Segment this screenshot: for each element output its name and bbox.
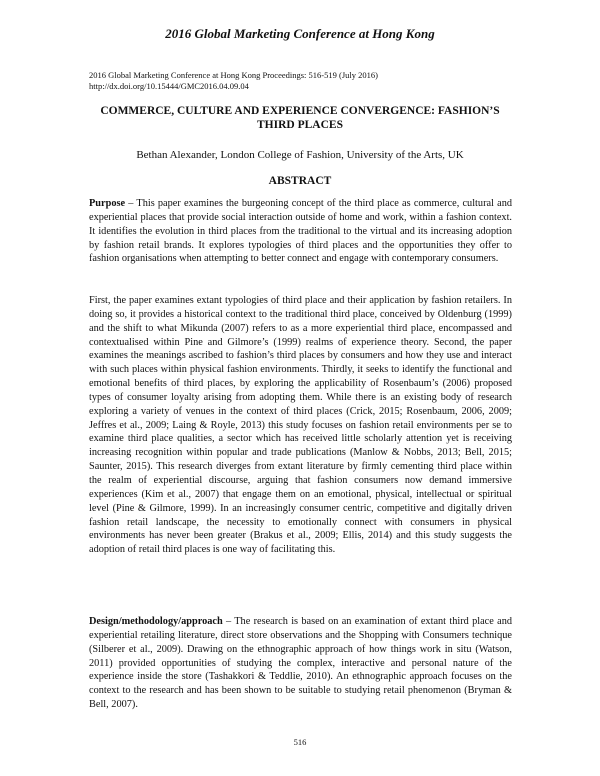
paper-title (80, 104, 520, 132)
paper-title-line-2: THIRD PLACES (257, 119, 343, 131)
author-affiliation: Bethan Alexander, London College of Fashion, University of the Arts, UK (136, 149, 464, 161)
proceedings-line: 2016 Global Marketing Conference at Hong Kong Proceedings: 516-519 (July 2016) (89, 70, 378, 80)
purpose-label: Purpose (89, 198, 126, 209)
paper-title-line-1: COMMERCE, CULTURE AND EXPERIENCE CONVERGENCE: FASHION’S (100, 105, 500, 117)
purpose-text: – This paper examines the burgeoning concept of the third place as commerce, cultural and experiential places that provide social interaction outside of home and work, within a fashion context. It identifies the evolution in third places from the traditional to the virtual and its increasing adoption by fashion retail brands. It explores typologies of third places and the opportunities they offer to fashion organisations when attempting to better connect and engage with contemporary consumers. (89, 198, 512, 265)
purpose-paragraph (89, 197, 512, 266)
conference-header: 2016 Global Marketing Conference at Hong Kong (165, 26, 435, 41)
design-label: Design/methodology/approach (89, 616, 223, 627)
abstract-heading: ABSTRACT (268, 175, 332, 187)
body-paragraph: First, the paper examines extant typologies of third place and their application by fashion retailers. In doing so, it provides a historical context to the traditional third place, conceived by Oldenburg (1999) and the shift to what Mikunda (2007) refers to as a more experiential third place, encompassed and contextualised within Pine and Gilmore’s (1999) realms of experience theory. Second, the paper examines the meanings ascribed to fashion’s third places by consumers and how they use and interact with such places within physical fashion environments. Thirdly, it seeks to identify the functional and emotional benefits of third places, by exploring the applicability of Rosenbaum’s (2006) proposed types of consumer loyalty arising from adopting them. While there is an existing body of research exploring a variety of venues in the context of third places (Crick, 2015; Rosenbaum, 2006, 2009; Jeffres et al., 2009; Laing & Royle, 2013) this study focuses on fashion retail environments per se to examine third place qualities, a sector which has received little scholarly attention yet is receiving increasing recognition within popular and trade publications (Manlow & Nobbs, 2013; Bell, 2015; Saunter, 2015). This research diverges from extant literature by firmly cementing third place within the realm of experiential discourse, arguing that fashion consumers now demand immersive experiences (Kim et al., 2007) that engage them on an emotional, physical, intellectual or spiritual level (Pine & Gilmore, 1999). In an increasingly consumer centric, competitive and digitally driven fashion retail landscape, the necessity to emotionally connect with consumers in physical environments has never been greater (Brakus et al., 2009; Ellis, 2014) and this study suggests the adoption of retail third places is one way of facilitating this. (89, 295, 512, 556)
citation-block (89, 70, 519, 92)
doi-link[interactable]: http://dx.doi.org/10.15444/GMC2016.04.09.04 (89, 81, 249, 91)
page-number: 516 (293, 737, 307, 747)
design-text: – The research is based on an examination of extant third place and experiential retailing literature, direct store observations and the Shopping with Consumers technique (Silberer et al., 2009). Drawing on the ethnographic approach of how things work in situ (Watson, 2011) provided opportunities of studying the complex, interactive and personal nature of the experience inside the store (Tashakkori & Teddlie, 2010). An ethnographic approach focuses on the context to the research and has been shown to be suitable to studying retail phenomenon (Bryman & Bell, 2007). (89, 616, 512, 711)
design-paragraph (89, 615, 512, 712)
